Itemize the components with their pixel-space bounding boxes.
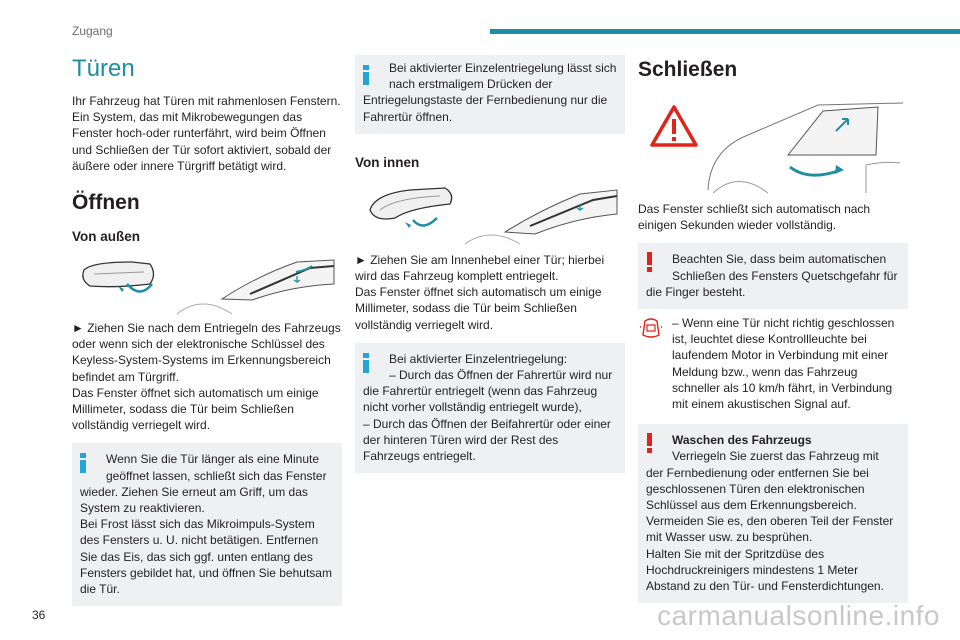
inside-text-2: Das Fenster öffnet sich automatisch um einige Millimeter, sodass die Tür beim Schließen vollständig verriegelt wird.	[355, 285, 602, 332]
closing-illustration	[638, 95, 903, 195]
doors-intro: Ihr Fahrzeug hat Türen mit rahmenlosen Fenstern. Ein System, das mit Mikrobewegungen das Fenster hoch-oder runterfährt, wird beim Öffnen und Schließen der Tür sofort aktiviert, sobald der äußere oder innere Türgriff betätigt wird.	[72, 94, 341, 173]
door-lamp-note: – Wenn eine Tür nicht richtig geschlossen ist, leuchtet diese Kontrollleuchte bei laufendem Motor in Verbindung mit einer Meldung bzw., wenn das Fahrzeug schneller als 10 km/h fährt, in Verbindung mit einem akustischen Signal auf.	[638, 309, 908, 412]
info-note-frost: Wenn Sie die Tür länger als eine Minute geöffnet lassen, schließt sich das Fenster wieder. Ziehen Sie erneut am Griff, um das System zu reaktivieren. Bei Frost lässt sich das Mikroimpuls-System des Fensters u. U. nicht betätigen. Entfernen Sie das Eis, das sich ggf. unten entlang des Fensters gebildet hat, und öffnen Sie behutsam die Tür.	[72, 443, 342, 606]
open-heading: Öffnen	[72, 191, 140, 215]
door-open-lamp-icon	[640, 317, 662, 341]
outside-heading: Von außen	[72, 229, 141, 245]
warning-note-pinch: Beachten Sie, dass beim automatischen Schließen des Fensters Quetschgefahr für die Finger besteht.	[638, 243, 908, 309]
inside-heading: Von innen	[355, 154, 420, 170]
page-number: 36	[32, 608, 46, 622]
warning-icon	[647, 252, 652, 272]
info-note-single-unlock: Bei aktivierter Einzelentriegelung lässt sich nach erstmaligem Drücken der Entriegelungstaste der Fernbedienung nur die Fahrertür öffnen.	[355, 55, 625, 134]
outside-text-2: Das Fenster öffnet sich automatisch um einige Millimeter, sodass die Tür beim Schließen vollständig verriegelt wird.	[72, 385, 319, 433]
watermark: carmanualsonline.info	[657, 600, 940, 631]
page-title: Türen	[72, 55, 135, 82]
inner-handle-illustration	[355, 182, 620, 246]
inside-text-1: ► Ziehen Sie am Innenhebel einer Tür; hierbei wird das Fahrzeug komplett entriegelt.	[355, 252, 605, 284]
info-icon	[363, 65, 369, 85]
warning-icon	[647, 433, 652, 453]
outer-handle-illustration	[72, 254, 337, 316]
column-inside	[355, 55, 625, 473]
column-close	[638, 55, 908, 603]
outside-text-1: ► Ziehen Sie nach dem Entriegeln des Fahrzeugs oder wenn sich der elektronische Schlüssel des Keyless-System-Systems im Erkennungsbereich befindet am Türgriff.	[72, 321, 341, 384]
close-heading: Schließen	[638, 58, 738, 81]
header-accent-bar	[490, 29, 960, 34]
info-icon	[80, 453, 86, 473]
info-icon	[363, 353, 369, 373]
section-label: Zugang	[72, 24, 113, 38]
warning-triangle-icon	[652, 107, 696, 145]
column-doors	[72, 55, 342, 606]
close-text: Das Fenster schließt sich automatisch nach einigen Sekunden wieder vollständig.	[638, 202, 871, 233]
warning-note-washing: Waschen des Fahrzeugs Verriegeln Sie zuerst das Fahrzeug mit der Fernbedienung oder entfernen Sie bei geschlossenen Türen den elektronischen Schlüssel aus dem Erkennungsbereich. Vermeiden Sie es, den oberen Teil der Fenster mit Wasser usw. zu besprühen. Halten Sie mit der Spritzdüse des Hochdruckreinigers mindestens 1 Meter Abstand zu den Tür- und Fensterdichtungen.	[638, 424, 908, 603]
info-note-single-unlock-details: Bei aktivierter Einzelentriegelung: – Durch das Öffnen der Fahrertür wird nur die Fahrertür entriegelt (wenn das Fahrzeug nicht vorher vollständig entriegelt wurde), – Durch das Öffnen der Beifahrertür oder einer der hinteren Türen wird der Rest des Fahrzeugs entriegelt.	[355, 343, 625, 473]
